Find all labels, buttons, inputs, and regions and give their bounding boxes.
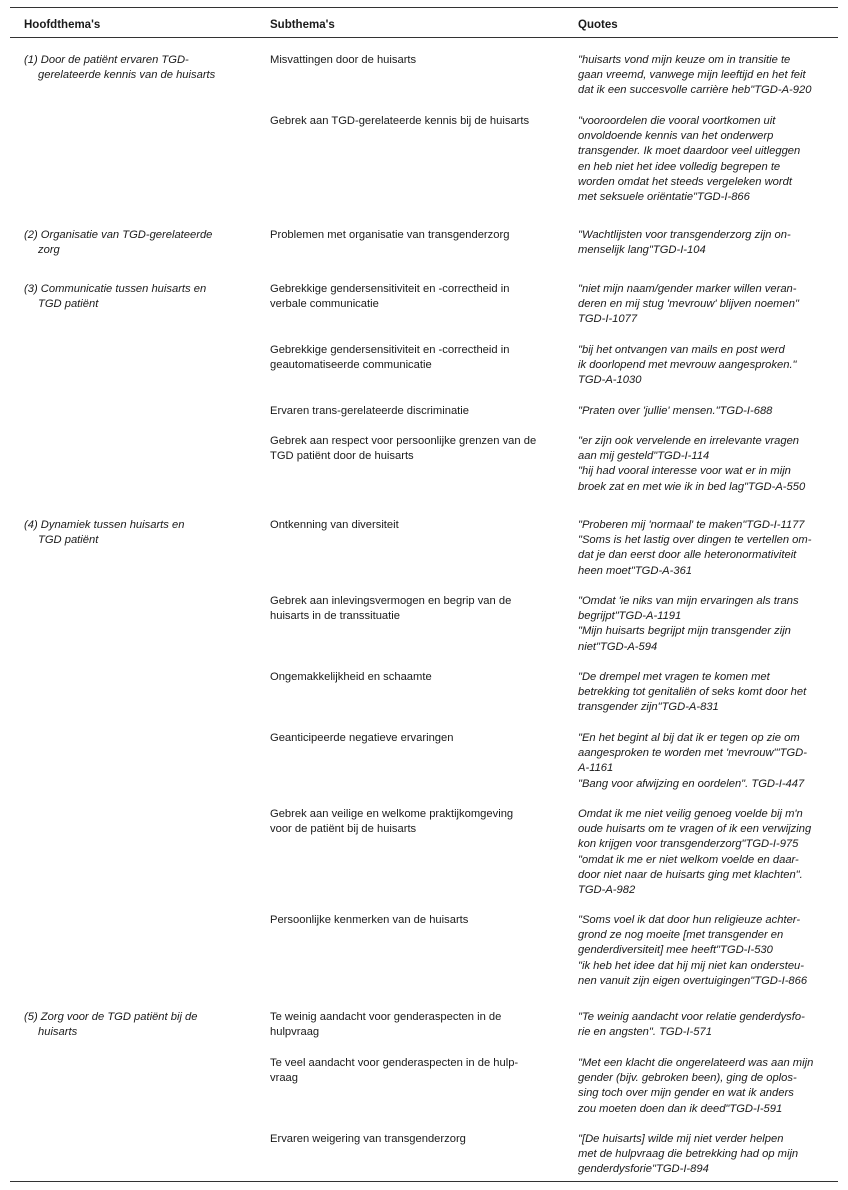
quote-cell — [578, 434, 805, 495]
quote-cell-line: "Bang voor afwijzing en oordelen". TGD-I-447 — [578, 777, 805, 790]
subtheme-cell-line: TGD patiënt door de huisarts — [270, 450, 414, 463]
quote-cell-line: en heb niet het idee volledig begrepen te — [578, 160, 781, 173]
subtheme-cell-line: Gebrek aan respect voor persoonlijke grenzen van de — [270, 435, 537, 447]
subtheme-cell-line: vraag — [270, 1072, 298, 1085]
theme-cell-line: (2) Organisatie van TGD-gerelateerde — [24, 229, 213, 241]
subtheme-cell-line: Ervaren weigering van transgenderzorg — [270, 1133, 466, 1145]
quote-cell-line: TGD-I-1077 — [578, 313, 638, 326]
subtheme-cell-line: Ontkenning van diversiteit — [270, 519, 399, 531]
subtheme-cell-line: Te weinig aandacht voor genderaspecten in de — [270, 1011, 502, 1023]
theme-cell-line: TGD patiënt — [38, 298, 99, 311]
quote-cell-line: broek zat en met wie ik in bed lag"TGD-A-550 — [578, 480, 806, 493]
theme-cell — [24, 53, 215, 83]
quote-cell-line: menselijk lang"TGD-I-104 — [578, 244, 706, 257]
quote-cell-line: gaan vreemd, vanwege mijn leeftijd en het feit — [578, 69, 806, 82]
quote-cell — [578, 228, 791, 258]
quote-cell-line: "En het begint al bij dat ik er tegen op zie om — [578, 732, 800, 744]
theme-cell-line: (3) Communicatie tussen huisarts en — [24, 283, 207, 295]
subtheme-cell-line: Gebrek aan TGD-gerelateerde kennis bij de huisarts — [270, 115, 530, 127]
quote-cell-line: ik doorlopend met mevrouw aangesproken." — [578, 359, 797, 372]
quote-cell-line: "er zijn ook vervelende en irrelevante vragen — [578, 435, 800, 447]
quote-cell — [578, 343, 797, 389]
quote-cell-line: gender (bijv. gebroken been), ging de oplos- — [578, 1072, 797, 1085]
header-subthemes: Subthema's — [270, 19, 335, 31]
quote-cell-line: Omdat ik me niet veilig genoeg voelde bij m'n — [578, 808, 803, 820]
quote-cell-line: begrijpt"TGD-A-1191 — [578, 610, 682, 623]
quote-cell-line: "ik heb het idee dat hij mij niet kan ondersteu- — [578, 959, 804, 972]
subtheme-cell — [270, 282, 509, 312]
quote-cell-line: "[De huisarts] wilde mij niet verder helpen — [578, 1133, 784, 1145]
quote-cell-line: betrekking tot genitaliën of seks komt door het — [578, 686, 807, 699]
quote-cell-line: worden omdat het steeds vergeleken wordt — [578, 175, 792, 188]
quote-cell-line: met seksuele oriëntatie"TGD-I-866 — [578, 191, 750, 204]
quote-cell — [578, 670, 806, 716]
subtheme-cell-line: huisarts in de transsituatie — [270, 610, 400, 623]
subtheme-cell — [270, 670, 432, 685]
quote-cell-line: genderdiversiteit] mee heeft"TGD-I-530 — [578, 944, 773, 957]
subtheme-cell — [270, 807, 513, 837]
quote-cell — [578, 731, 807, 792]
subtheme-cell — [270, 53, 416, 68]
subtheme-cell — [270, 343, 509, 373]
quote-cell-line: transgender zijn"TGD-A-831 — [578, 701, 719, 714]
quote-cell-line: "Soms is het lastig over dingen te vertellen om- — [578, 534, 812, 547]
subtheme-cell-line: Gebrekkige gendersensitiviteit en -correctheid in — [270, 344, 510, 356]
subtheme-cell-line: Gebrek aan veilige en welkome praktijkomgeving — [270, 808, 514, 820]
quote-cell — [578, 1056, 813, 1117]
header-quotes: Quotes — [578, 19, 618, 31]
quote-cell-line: "Met een klacht die ongerelateerd was aan mijn — [578, 1057, 814, 1069]
quote-cell-line: met de hulpvraag die betrekking had op mijn — [578, 1148, 799, 1161]
subtheme-cell — [270, 594, 511, 624]
subtheme-cell — [270, 434, 536, 464]
subtheme-cell-line: verbale communicatie — [270, 298, 379, 311]
quote-cell-line: "bij het ontvangen van mails en post werd — [578, 344, 785, 356]
subtheme-cell — [270, 228, 509, 243]
subtheme-cell-line: Misvattingen door de huisarts — [270, 54, 417, 66]
quote-cell-line: "omdat ik me er niet welkom voelde en daar- — [578, 853, 799, 866]
quote-cell-line: "hij had vooral interesse voor wat er in mijn — [578, 465, 791, 478]
subtheme-cell — [270, 1056, 518, 1086]
theme-cell-line: huisarts — [38, 1026, 78, 1039]
theme-cell — [24, 228, 212, 258]
subtheme-cell-line: Gebrekkige gendersensitiviteit en -correctheid in — [270, 283, 510, 295]
quote-cell-line: grond ze nog moeite [met transgender en — [578, 929, 784, 942]
quote-cell-line: onvoldoende kennis van het onderwerp — [578, 130, 774, 143]
quote-cell-line: dat ik een succesvolle carrière heb"TGD-A-920 — [578, 84, 812, 97]
quote-cell-line: "Wachtlijsten voor transgenderzorg zijn on- — [578, 229, 791, 241]
subtheme-cell-line: Geanticipeerde negatieve ervaringen — [270, 732, 454, 744]
quote-cell-line: nen vanuit zijn eigen overtuigingen"TGD-I-866 — [578, 974, 808, 987]
subtheme-cell-line: voor de patiënt bij de huisarts — [270, 823, 417, 836]
theme-cell-line: (4) Dynamiek tussen huisarts en — [24, 519, 185, 531]
quote-cell-line: "Omdat 'ie niks van mijn ervaringen als trans — [578, 595, 799, 607]
quote-cell-line: sing toch over mijn gender en wat ik anders — [578, 1087, 794, 1100]
subtheme-cell-line: hulpvraag — [270, 1026, 320, 1039]
subtheme-cell — [270, 913, 468, 928]
quote-cell — [578, 594, 799, 655]
subtheme-cell-line: Persoonlijke kenmerken van de huisarts — [270, 914, 469, 926]
subtheme-cell — [270, 1010, 501, 1040]
subtheme-cell — [270, 114, 529, 129]
theme-cell-line: gerelateerde kennis van de huisarts — [38, 69, 216, 82]
quote-cell-line: aan mij gesteld"TGD-I-114 — [578, 450, 710, 463]
subtheme-cell-line: geautomatiseerde communicatie — [270, 359, 432, 372]
quote-cell-line: "huisarts vond mijn keuze om in transitie te — [578, 54, 791, 66]
theme-cell — [24, 282, 206, 312]
quote-cell-line: kon krijgen voor transgenderzorg"TGD-I-975 — [578, 838, 799, 851]
theme-cell — [24, 518, 184, 548]
quote-cell-line: oude huisarts om te vragen of ik een verwijzing — [578, 823, 812, 836]
quote-cell-line: zou moeten doen dan ik deed"TGD-I-591 — [578, 1102, 783, 1115]
quote-cell-line: TGD-A-982 — [578, 884, 636, 897]
quote-cell — [578, 807, 811, 898]
quote-cell — [578, 1132, 798, 1178]
subtheme-cell-line: Te veel aandacht voor genderaspecten in de hulp- — [270, 1057, 519, 1069]
quote-cell-line: "Soms voel ik dat door hun religieuze achter- — [578, 914, 801, 926]
subtheme-cell-line: Ervaren trans-gerelateerde discriminatie — [270, 405, 469, 417]
subtheme-cell — [270, 518, 399, 533]
quote-cell-line: rie en angsten". TGD-I-571 — [578, 1026, 712, 1039]
quote-cell-line: deren en mij stug 'mevrouw' blijven noemen" — [578, 298, 799, 311]
quote-cell-line: dat je dan eerst door alle heteronormativiteit — [578, 549, 797, 562]
quote-cell-line: TGD-A-1030 — [578, 374, 642, 387]
theme-cell-line: (1) Door de patiënt ervaren TGD- — [24, 54, 189, 66]
quote-cell-line: niet"TGD-A-594 — [578, 640, 658, 653]
quote-cell-line: "Praten over 'jullie' mensen."TGD-I-688 — [578, 405, 773, 417]
quote-cell-line: heen moet"TGD-A-361 — [578, 564, 693, 577]
quote-cell-line: "niet mijn naam/gender marker willen veran- — [578, 283, 797, 295]
quote-cell — [578, 404, 772, 419]
subtheme-cell-line: Ongemakkelijkheid en schaamte — [270, 671, 432, 683]
quote-cell-line: "De drempel met vragen te komen met — [578, 671, 770, 683]
quote-cell — [578, 1010, 805, 1040]
quote-cell — [578, 53, 811, 99]
theme-cell-line: zorg — [38, 244, 60, 257]
quote-cell-line: door niet naar de huisarts ging met klachten". — [578, 868, 803, 881]
theme-cell-line: TGD patiënt — [38, 534, 99, 547]
quote-cell — [578, 913, 807, 989]
quote-cell-line: aangesproken te worden met 'mevrouw'"TGD- — [578, 747, 807, 760]
subtheme-cell-line: Problemen met organisatie van transgenderzorg — [270, 229, 510, 241]
header-themes: Hoofdthema's — [24, 19, 101, 31]
theme-cell — [24, 1010, 197, 1040]
table-bottom-rule — [10, 1181, 838, 1182]
quote-cell — [578, 282, 799, 328]
quote-cell — [578, 518, 811, 579]
theme-cell-line: (5) Zorg voor de TGD patiënt bij de — [24, 1011, 198, 1023]
quote-cell-line: genderdysforie"TGD-I-894 — [578, 1163, 709, 1176]
subtheme-cell-line: Gebrek aan inlevingsvermogen en begrip van de — [270, 595, 512, 607]
quote-cell-line: "Mijn huisarts begrijpt mijn transgender zijn — [578, 625, 791, 638]
quote-cell-line: "vooroordelen die vooral voortkomen uit — [578, 115, 776, 127]
quote-cell-line: transgender. Ik moet daardoor veel uitleggen — [578, 145, 801, 158]
quote-cell-line: "Proberen mij 'normaal' te maken"TGD-I-1177 — [578, 519, 805, 531]
subtheme-cell — [270, 731, 453, 746]
quote-cell — [578, 114, 800, 205]
subtheme-cell — [270, 404, 469, 419]
quote-cell-line: A-1161 — [578, 762, 614, 775]
subtheme-cell — [270, 1132, 466, 1147]
quote-cell-line: "Te weinig aandacht voor relatie genderdysfo- — [578, 1011, 805, 1023]
